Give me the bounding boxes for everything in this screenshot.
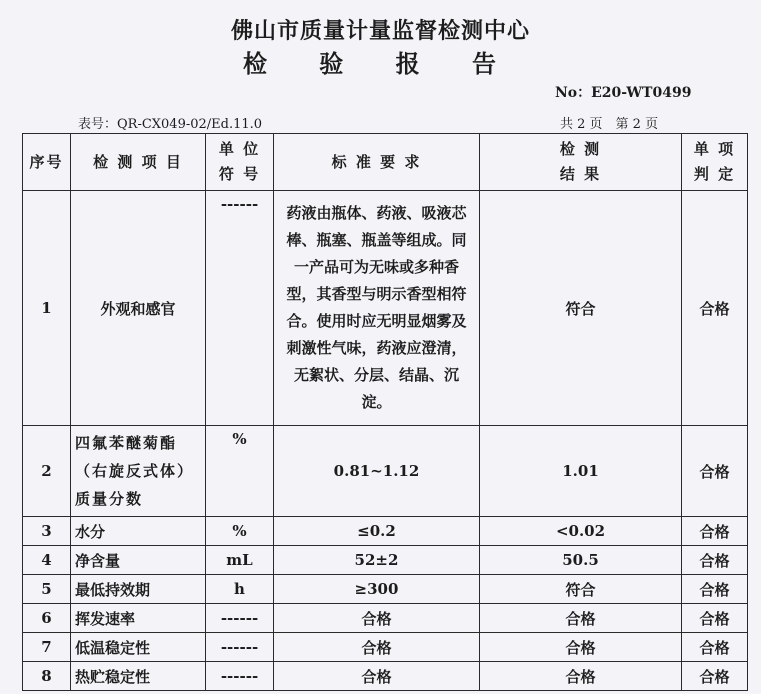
row-unit: ------	[206, 604, 274, 633]
col-header-idx: 序号	[23, 134, 71, 191]
row-index: 5	[23, 575, 71, 604]
row-unit: mL	[206, 546, 274, 575]
row-standard: 0.81~1.12	[274, 426, 480, 517]
row-item: 四氟苯醚菊酯（右旋反式体）质量分数	[71, 426, 206, 517]
row-unit: ------	[206, 633, 274, 662]
col-header-result-l2: 结 果	[559, 165, 602, 183]
form-number: 表号：QR-CX049-02/Ed.11.0	[78, 117, 263, 132]
col-header-result	[480, 134, 682, 191]
row-standard: 合格	[274, 633, 480, 662]
table-row	[23, 546, 748, 575]
row-unit: ------	[206, 662, 274, 691]
row-item: 外观和感官	[71, 191, 206, 426]
col-header-judge-l2: 判 定	[693, 165, 736, 183]
col-header-std: 标 准 要 求	[274, 134, 480, 191]
row-judgement: 合格	[682, 633, 748, 662]
row-judgement: 合格	[682, 662, 748, 691]
row-judgement: 合格	[682, 546, 748, 575]
row-judgement: 合格	[682, 604, 748, 633]
row-item: 挥发速率	[71, 604, 206, 633]
report-title: 检 验 报 告	[242, 49, 519, 78]
table-header-row	[23, 134, 748, 191]
row-unit: %	[206, 426, 274, 517]
col-header-unit-l2: 符 号	[218, 165, 261, 183]
row-index: 4	[23, 546, 71, 575]
row-judgement: 合格	[682, 575, 748, 604]
row-standard: 52±2	[274, 546, 480, 575]
row-result: 合格	[480, 604, 682, 633]
row-item: 低温稳定性	[71, 633, 206, 662]
row-standard: 药液由瓶体、药液、吸液芯棒、瓶塞、瓶盖等组成。同一产品可为无味或多种香型，其香型与明示香型相符合。使用时应无明显烟雾及刺激性气味，药液应澄清，无絮状、分层、结晶、沉淀。	[274, 191, 480, 426]
row-index: 3	[23, 517, 71, 546]
col-header-unit	[206, 134, 274, 191]
row-result: <0.02	[480, 517, 682, 546]
row-result: 符合	[480, 191, 682, 426]
row-judgement: 合格	[682, 426, 748, 517]
row-unit: ------	[206, 191, 274, 426]
row-item: 热贮稳定性	[71, 662, 206, 691]
table-row	[23, 426, 748, 517]
report-number: No：E20-WT0499	[555, 85, 692, 101]
col-header-judge-l1: 单 项	[693, 140, 736, 158]
row-unit: h	[206, 575, 274, 604]
inspection-table	[22, 133, 748, 691]
org-title: 佛山市质量计量监督检测中心	[230, 18, 530, 44]
table-row	[23, 575, 748, 604]
row-index: 7	[23, 633, 71, 662]
table-row	[23, 662, 748, 691]
row-standard: 合格	[274, 604, 480, 633]
table-row	[23, 604, 748, 633]
row-result: 合格	[480, 633, 682, 662]
row-standard: 合格	[274, 662, 480, 691]
row-index: 8	[23, 662, 71, 691]
row-item: 净含量	[71, 546, 206, 575]
table-row	[23, 191, 748, 426]
col-header-unit-l1: 单 位	[218, 140, 261, 158]
row-result: 符合	[480, 575, 682, 604]
row-item: 最低持效期	[71, 575, 206, 604]
row-index: 1	[23, 191, 71, 426]
row-unit: %	[206, 517, 274, 546]
row-result: 1.01	[480, 426, 682, 517]
table-row	[23, 517, 748, 546]
row-result: 50.5	[480, 546, 682, 575]
row-standard: ≤0.2	[274, 517, 480, 546]
col-header-item: 检 测 项 目	[71, 134, 206, 191]
row-judgement: 合格	[682, 191, 748, 426]
row-standard: ≥300	[274, 575, 480, 604]
row-judgement: 合格	[682, 517, 748, 546]
page-info: 共 2 页 第 2 页	[560, 117, 659, 132]
row-index: 6	[23, 604, 71, 633]
table-row	[23, 633, 748, 662]
row-item: 水分	[71, 517, 206, 546]
row-result: 合格	[480, 662, 682, 691]
col-header-judge	[682, 134, 748, 191]
row-index: 2	[23, 426, 71, 517]
col-header-result-l1: 检 测	[559, 140, 602, 158]
